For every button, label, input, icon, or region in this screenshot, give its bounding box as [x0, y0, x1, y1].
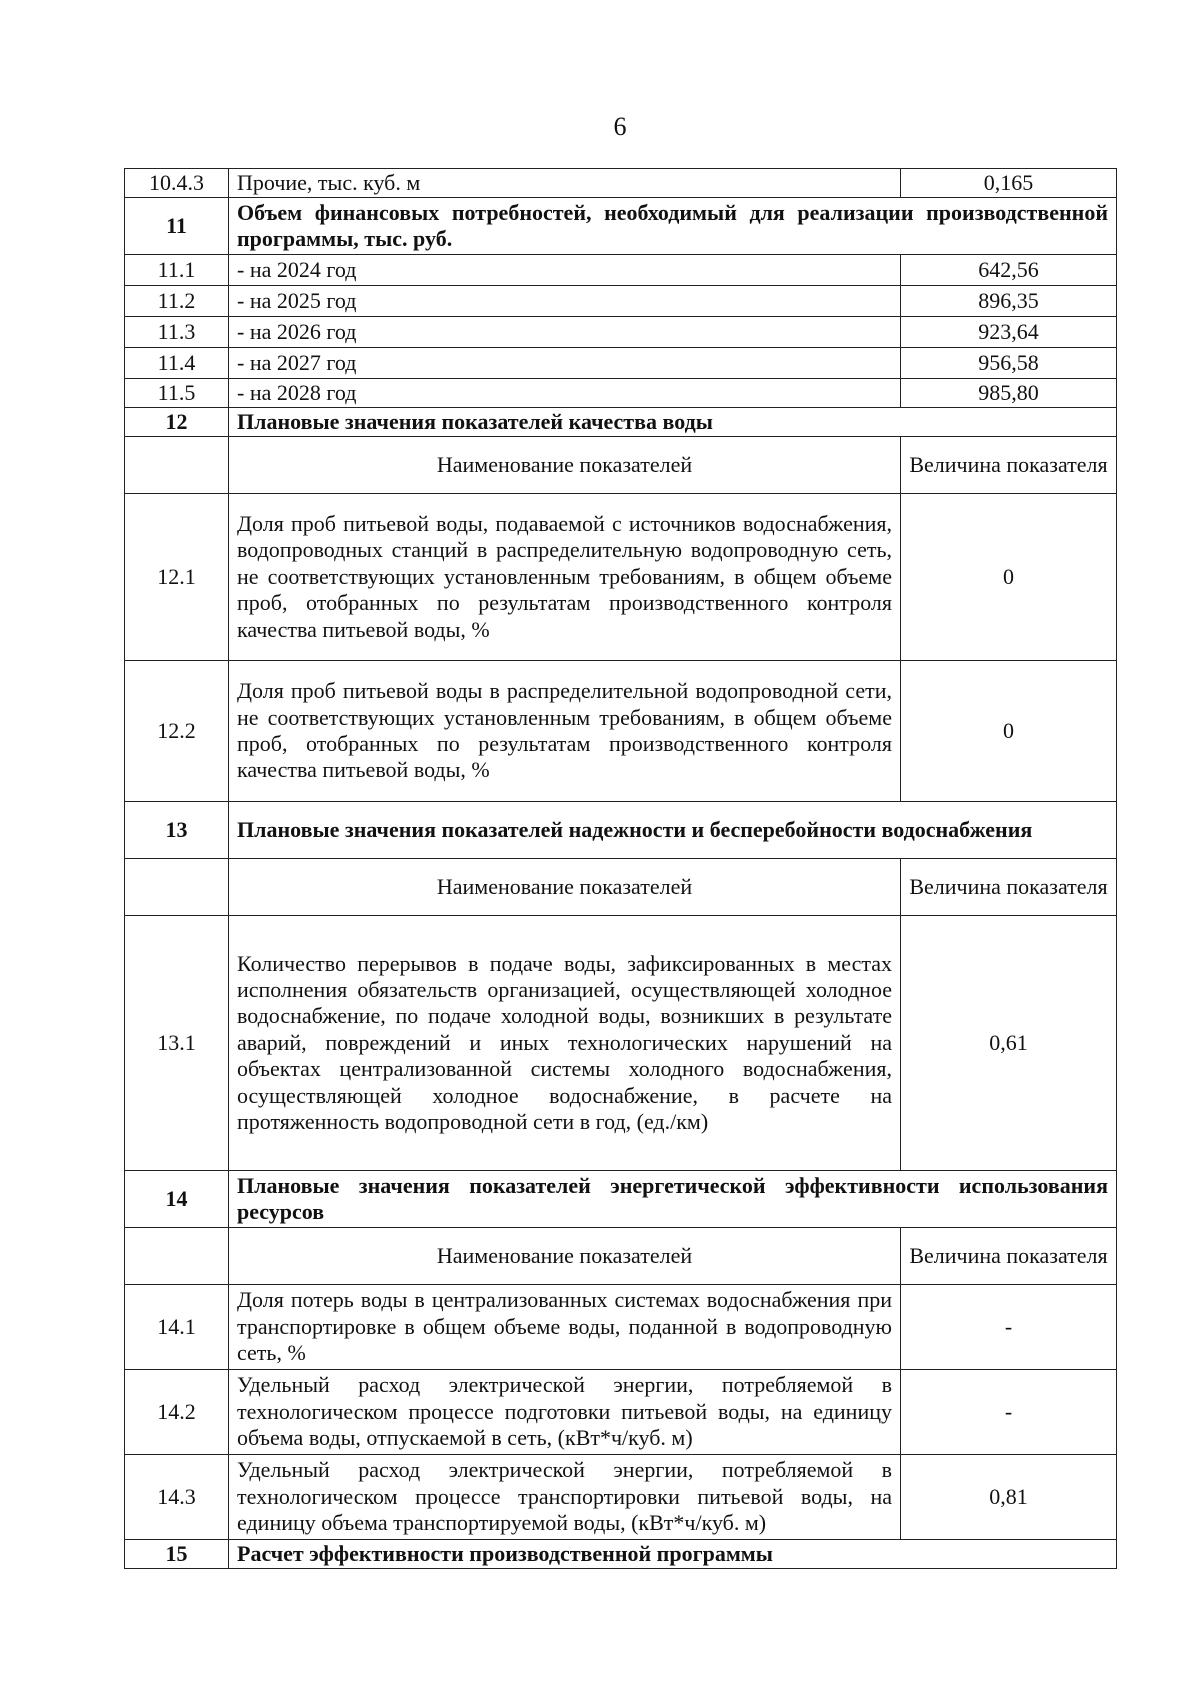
table-row	[125, 255, 1117, 286]
row-text: Доля проб питьевой воды в распределительной водопроводной сети, не соответствующих установленным требованиям, в общем объеме проб, отобранных по результатам производственного контроля качества питьевой воды, %	[229, 661, 901, 802]
row-text: - на 2025 год	[229, 286, 901, 317]
section-row	[125, 1171, 1117, 1228]
header-row	[125, 1228, 1117, 1285]
page-number: 6	[613, 112, 627, 141]
section-row	[125, 1540, 1117, 1569]
section-title: Плановые значения показателей энергетической эффективности использования ресурсов	[229, 1171, 1117, 1228]
section-row	[125, 408, 1117, 437]
table-row	[125, 169, 1117, 198]
indicators-table	[124, 168, 1117, 1569]
row-value: 0,81	[901, 1455, 1117, 1540]
row-value: 985,80	[901, 379, 1117, 408]
row-value: 0	[901, 494, 1117, 661]
table-row	[125, 1285, 1117, 1370]
row-number: 11.3	[125, 317, 229, 348]
section-row	[125, 802, 1117, 859]
empty-cell	[125, 1228, 229, 1285]
table-row	[125, 1455, 1117, 1540]
column-header-name: Наименование показателей	[229, 437, 901, 494]
row-value: 0,165	[901, 169, 1117, 198]
row-text: Доля потерь воды в централизованных системах водоснабжения при транспортировке в общем объеме воды, поданной в водопроводную сеть, %	[229, 1285, 901, 1370]
column-header-value: Величина показателя	[901, 859, 1117, 916]
column-header-value: Величина показателя	[901, 437, 1117, 494]
row-number: 11.4	[125, 348, 229, 379]
row-text: Удельный расход электрической энергии, потребляемой в технологическом процессе подготовки питьевой воды, на единицу объема воды, отпускаемой в сеть, (кВт*ч/куб. м)	[229, 1370, 901, 1455]
table-row	[125, 348, 1117, 379]
row-number: 11.2	[125, 286, 229, 317]
row-number: 12.2	[125, 661, 229, 802]
row-text: - на 2024 год	[229, 255, 901, 286]
row-text: Доля проб питьевой воды, подаваемой с источников водоснабжения, водопроводных станций в распределительную водопроводную сеть, не соответствующих установленным требованиям, в общем объеме проб, отобранных по результатам производственного контроля качества питьевой воды, %	[229, 494, 901, 661]
row-number: 14.3	[125, 1455, 229, 1540]
table-row	[125, 317, 1117, 348]
table-row	[125, 494, 1117, 661]
table-row	[125, 916, 1117, 1171]
row-text: - на 2026 год	[229, 317, 901, 348]
row-number: 10.4.3	[125, 169, 229, 198]
row-text: Удельный расход электрической энергии, потребляемой в технологическом процессе транспортировки питьевой воды, на единицу объема транспортируемой воды, (кВт*ч/куб. м)	[229, 1455, 901, 1540]
row-text: Количество перерывов в подаче воды, зафиксированных в местах исполнения обязательств организацией, осуществляющей холодное водоснабжение, по подаче холодной воды, возникших в результате аварий, повреждений и иных технологических нарушений на объектах централизованной системы холодного водоснабжения, осуществляющей холодное водоснабжение, в расчете на протяженность водопроводной сети в год, (ед./км)	[229, 916, 901, 1171]
row-value: 0	[901, 661, 1117, 802]
section-title: Плановые значения показателей качества воды	[229, 408, 1117, 437]
section-title: Расчет эффективности производственной программы	[229, 1540, 1117, 1569]
header-row	[125, 437, 1117, 494]
column-header-value: Величина показателя	[901, 1228, 1117, 1285]
table-row	[125, 379, 1117, 408]
row-number: 14.1	[125, 1285, 229, 1370]
header-row	[125, 859, 1117, 916]
column-header-name: Наименование показателей	[229, 859, 901, 916]
section-title: Плановые значения показателей надежности и бесперебойности водоснабжения	[229, 802, 1117, 859]
section-title: Объем финансовых потребностей, необходимый для реализации производственной программы, тыс. руб.	[229, 198, 1117, 255]
row-value: 956,58	[901, 348, 1117, 379]
row-text: - на 2028 год	[229, 379, 901, 408]
row-number: 11.1	[125, 255, 229, 286]
row-number: 12.1	[125, 494, 229, 661]
row-number: 11.5	[125, 379, 229, 408]
row-value: 642,56	[901, 255, 1117, 286]
empty-cell	[125, 859, 229, 916]
section-number: 14	[125, 1171, 229, 1228]
row-value: -	[901, 1285, 1117, 1370]
table-row	[125, 661, 1117, 802]
row-text: Прочие, тыс. куб. м	[229, 169, 901, 198]
row-text: - на 2027 год	[229, 348, 901, 379]
row-number: 14.2	[125, 1370, 229, 1455]
table-row	[125, 1370, 1117, 1455]
row-value: 0,61	[901, 916, 1117, 1171]
section-number: 13	[125, 802, 229, 859]
empty-cell	[125, 437, 229, 494]
section-number: 12	[125, 408, 229, 437]
section-number: 15	[125, 1540, 229, 1569]
row-value: -	[901, 1370, 1117, 1455]
row-number: 13.1	[125, 916, 229, 1171]
section-row	[125, 198, 1117, 255]
row-value: 923,64	[901, 317, 1117, 348]
table-row	[125, 286, 1117, 317]
row-value: 896,35	[901, 286, 1117, 317]
section-number: 11	[125, 198, 229, 255]
column-header-name: Наименование показателей	[229, 1228, 901, 1285]
